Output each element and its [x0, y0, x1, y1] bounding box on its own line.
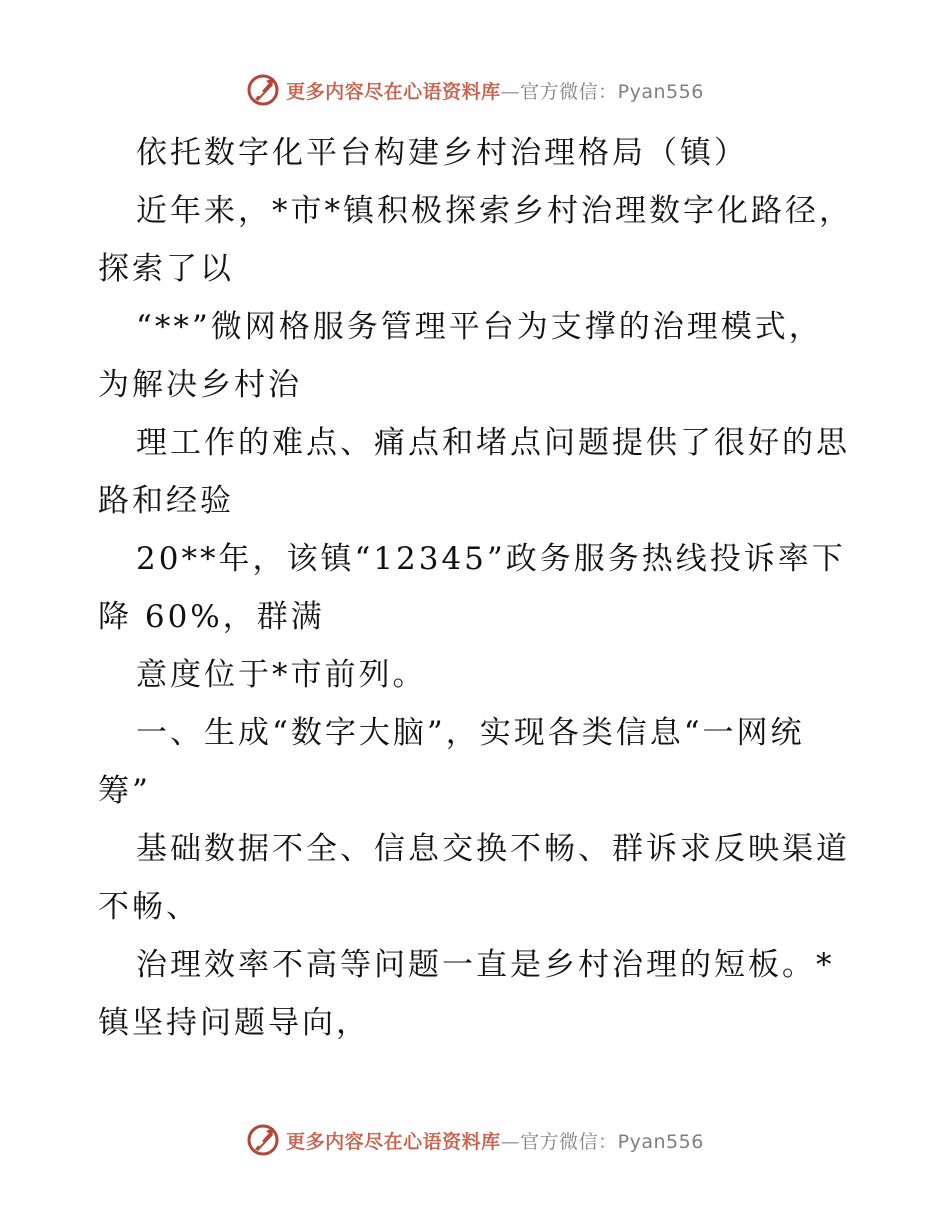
text-line: 路和经验 [98, 483, 234, 519]
text-line: 筹” [98, 773, 151, 809]
footer-watermark [0, 1120, 950, 1160]
text-line: 不畅、 [98, 889, 200, 925]
text-line: 20**年，该镇“12345”政务服务热线投诉率下 [136, 541, 846, 577]
text-line: 一、生成“数字大脑”，实现各类信息“一网统 [136, 715, 805, 751]
watermark-text [286, 1127, 704, 1154]
watermark-contact: 官方微信：Pyan556 [520, 1130, 704, 1153]
text-line: 理工作的难点、痛点和堵点问题提供了很好的思 [136, 425, 850, 461]
header-watermark [0, 70, 950, 110]
document-body [98, 124, 858, 1052]
quill-logo-icon [246, 73, 280, 107]
text-line: 治理效率不高等问题一直是乡村治理的短板。* [136, 947, 835, 983]
text-line: “**”微网格服务管理平台为支撑的治理模式， [136, 309, 823, 345]
watermark-dash: — [500, 80, 521, 103]
text-line: 为解决乡村治 [98, 367, 302, 403]
watermark-brand: 更多内容尽在心语资料库 [286, 80, 501, 103]
watermark-text [286, 77, 704, 104]
watermark-brand: 更多内容尽在心语资料库 [286, 1130, 501, 1153]
text-line: 基础数据不全、信息交换不畅、群诉求反映渠道 [136, 831, 850, 867]
text-line: 探索了以 [98, 251, 234, 287]
watermark-contact: 官方微信：Pyan556 [520, 80, 704, 103]
text-line: 镇坚持问题导向， [98, 1005, 370, 1041]
watermark-dash: — [500, 1130, 521, 1153]
text-line: 意度位于*市前列。 [136, 657, 427, 693]
text-line: 近年来，*市*镇积极探索乡村治理数字化路径， [136, 193, 853, 229]
quill-logo-icon [246, 1123, 280, 1157]
text-line: 降 60%，群满 [98, 599, 325, 635]
text-line: 依托数字化平台构建乡村治理格局（镇） [136, 135, 748, 171]
